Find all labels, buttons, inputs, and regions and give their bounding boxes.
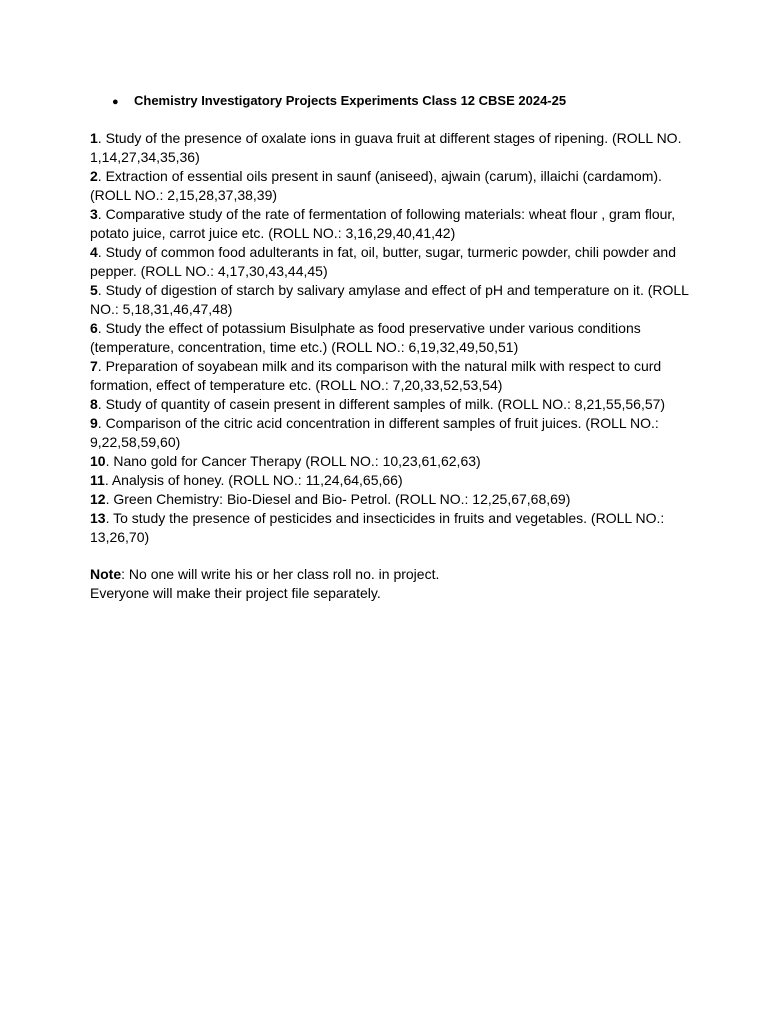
list-item — [90, 281, 690, 319]
list-item — [90, 509, 690, 547]
project-list — [90, 129, 690, 547]
item-number: 9 — [90, 415, 98, 431]
item-text: . Comparative study of the rate of fermentation of following materials: wheat flour , gram flour, potato juice, carrot juice etc. (ROLL NO.: 3,16,29,40,41,42) — [90, 206, 676, 241]
bullet-icon: ● — [112, 96, 119, 108]
list-item — [90, 452, 690, 471]
item-number: 12 — [90, 491, 106, 507]
item-text: . To study the presence of pesticides and insecticides in fruits and vegetables. (ROLL NO.: 13,26,70) — [90, 510, 665, 545]
list-item — [90, 490, 690, 509]
item-number: 11 — [90, 472, 105, 488]
item-number: 4 — [90, 244, 98, 260]
heading — [112, 90, 690, 113]
list-item — [90, 395, 690, 414]
item-text: . Extraction of essential oils present in saunf (aniseed), ajwain (carum), illaichi (cardamom). (ROLL NO.: 2,15,28,37,38,39) — [90, 168, 662, 203]
item-number: 8 — [90, 396, 98, 412]
item-text: . Study the effect of potassium Bisulphate as food preservative under various conditions (temperature, concentration, time etc.) (ROLL NO.: 6,19,32,49,50,51) — [90, 320, 641, 355]
heading-text: Chemistry Investigatory Projects Experiments Class 12 CBSE 2024-25 — [134, 93, 567, 108]
list-item — [90, 243, 690, 281]
note-line — [90, 565, 690, 584]
list-item — [90, 167, 690, 205]
note-line-2: Everyone will make their project file separately. — [90, 585, 381, 601]
list-item — [90, 205, 690, 243]
list-item — [90, 357, 690, 395]
item-text: . Study of quantity of casein present in different samples of milk. (ROLL NO.: 8,21,55,56,57) — [97, 396, 666, 412]
list-item — [90, 471, 690, 490]
item-text: . Comparison of the citric acid concentration in different samples of fruit juices. (ROLL NO.: 9,22,58,59,60) — [90, 415, 659, 450]
document-page — [90, 90, 690, 603]
item-text: . Analysis of honey. (ROLL NO.: 11,24,64,65,66) — [104, 472, 403, 488]
item-number: 5 — [90, 282, 98, 298]
list-item — [90, 129, 690, 167]
item-number: 13 — [90, 510, 106, 526]
list-item — [90, 319, 690, 357]
note-text: : No one will write his or her class roll no. in project. — [121, 566, 440, 582]
item-text: . Green Chemistry: Bio-Diesel and Bio- Petrol. (ROLL NO.: 12,25,67,68,69) — [105, 491, 571, 507]
list-item — [90, 414, 690, 452]
item-text: . Study of the presence of oxalate ions in guava fruit at different stages of ripening. (ROLL NO. 1,14,27,34,35,36) — [90, 130, 682, 165]
item-text: . Study of common food adulterants in fat, oil, butter, sugar, turmeric powder, chili powder and pepper. (ROLL NO.: 4,17,30,43,44,45) — [90, 244, 676, 279]
item-number: 3 — [90, 206, 98, 222]
item-number: 7 — [90, 358, 98, 374]
item-number: 1 — [90, 130, 98, 146]
item-number: 10 — [90, 453, 106, 469]
item-number: 6 — [90, 320, 98, 336]
item-text: . Nano gold for Cancer Therapy (ROLL NO.: 10,23,61,62,63) — [105, 453, 481, 469]
item-text: . Study of digestion of starch by salivary amylase and effect of pH and temperature on it. (ROLL NO.: 5,18,31,46,47,48) — [90, 282, 689, 317]
item-number: 2 — [90, 168, 98, 184]
note-label: Note — [90, 566, 122, 582]
note-block — [90, 565, 690, 603]
item-text: . Preparation of soyabean milk and its comparison with the natural milk with respect to curd formation, effect of temperature etc. (ROLL NO.: 7,20,33,52,53,54) — [90, 358, 662, 393]
